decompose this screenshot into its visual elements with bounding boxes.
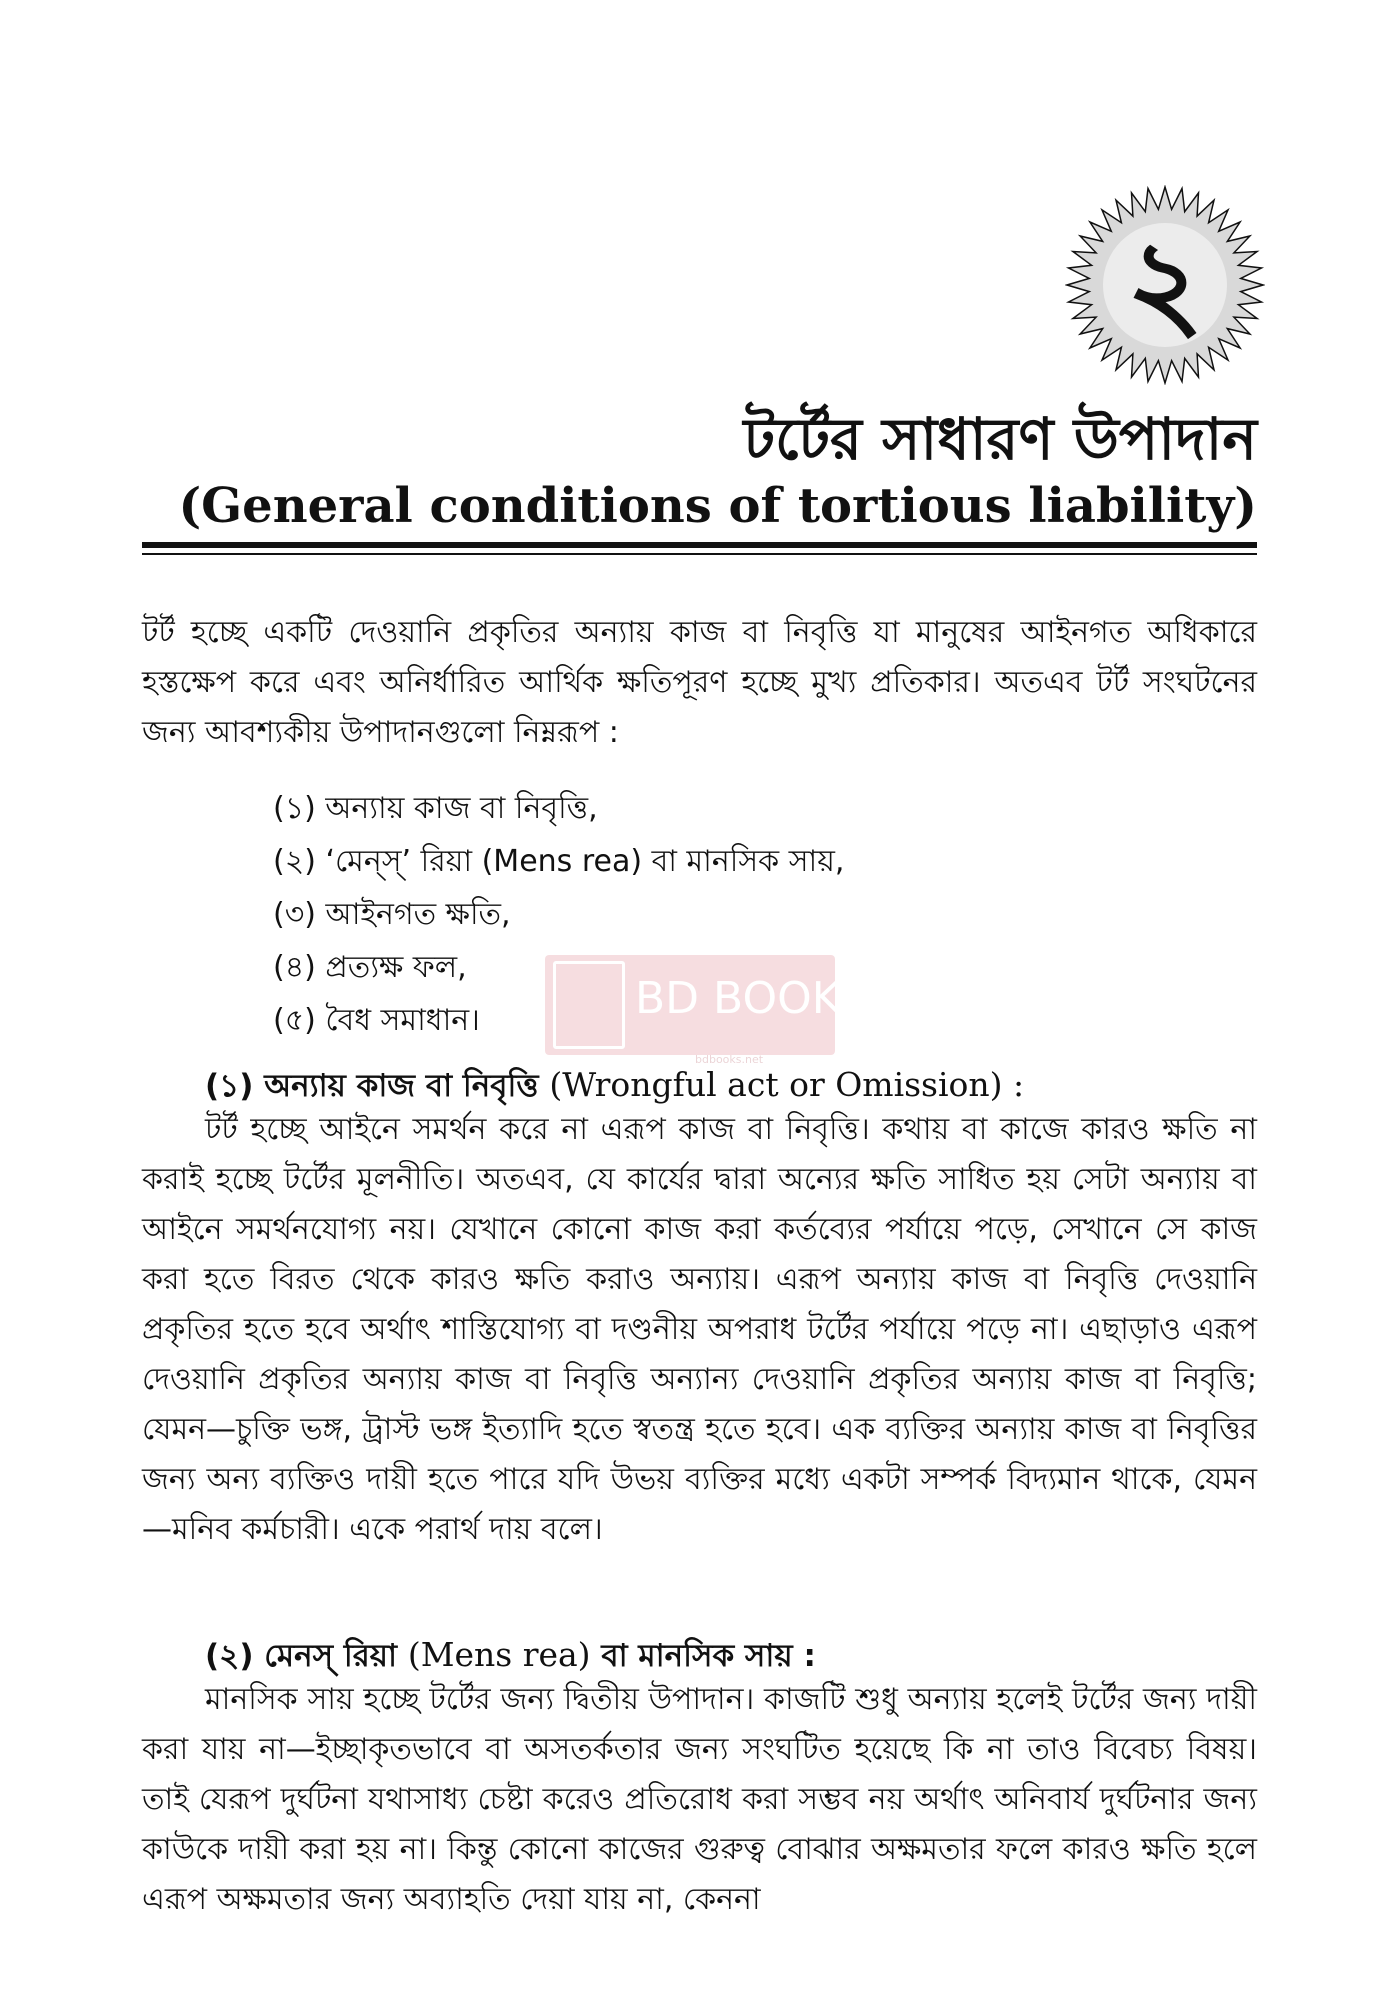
list-item: (৩) আইনগত ক্ষতি,: [273, 897, 511, 932]
chapter-title-english: (General conditions of tortious liability): [178, 478, 1257, 534]
watermark-box: [545, 955, 869, 1055]
section2-paragraph: মানসিক সায় হচ্ছে টর্টের জন্য দ্বিতীয় উপাদান। কাজটি শুধু অন্যায় হলেই টর্টের জন্য দায়ী করা যায় না—ইচ্ছাকৃতভাবে বা অসতর্কতার জন্য সংঘটিত হয়েছে কি না তাও বিবেচ্য বিষয়। তাই যেরূপ দুর্ঘটনা যথাসাধ্য চেষ্টা করেও প্রতিরোধ করা সম্ভব নয় অর্থাৎ অনিবার্য দুর্ঘটনার জন্য কাউকে দায়ী করা হয় না। কিন্তু কোনো কাজের গুরুত্ব বোঝার অক্ষমতার ফলে কারও ক্ষতি হলে এরূপ অক্ষমতার জন্য অব্যাহতি দেয়া যায় না, কেননা: [142, 1682, 1257, 1917]
watermark-text: BD BOOKS: [635, 973, 869, 1024]
chapter-title-bengali: টর্টের সাধারণ উপাদান: [743, 405, 1257, 473]
section2-heading-bengali-b: বা মানসিক সায় :: [601, 1638, 816, 1674]
watermark-url: bdbooks.net: [695, 1053, 764, 1066]
section2-heading-bengali-a: (২) মেনস্ রিয়া: [205, 1638, 398, 1674]
list-item: (২) ‘মেন্‌স্’ রিয়া (Mens rea) বা মানসিক সায়,: [273, 844, 845, 879]
section2-heading-english: (Mens rea): [407, 1635, 591, 1674]
section1-heading-english: (Wrongful act or Omission) :: [549, 1065, 1025, 1104]
section1-paragraph: টর্ট হচ্ছে আইনে সমর্থন করে না এরূপ কাজ বা নিবৃত্তি। কথায় বা কাজে কারও ক্ষতি না করাই হচ্ছে টর্টের মূলনীতি। অতএব, যে কার্যের দ্বারা অন্যের ক্ষতি সাধিত হয় সেটা অন্যায় বা আইনে সমর্থনযোগ্য নয়। যেখানে কোনো কাজ করা কর্তব্যের পর্যায়ে পড়ে, সেখানে সে কাজ করা হতে বিরত থেকে কারও ক্ষতি করাও অন্যায়। এরূপ অন্যায় কাজ বা নিবৃত্তি দেওয়ানি প্রকৃতির হতে হবে অর্থাৎ শাস্তিযোগ্য বা দণ্ডনীয় অপরাধ টর্টের পর্যায়ে পড়ে না। এছাড়াও এরূপ দেওয়ানি প্রকৃতির অন্যায় কাজ বা নিবৃত্তি অন্যান্য দেওয়ানি প্রকৃতির অন্যায় কাজ বা নিবৃত্তি; যেমন—চুক্তি ভঙ্গ, ট্রাস্ট ভঙ্গ ইত্যাদি হতে স্বতন্ত্র হতে হবে। এক ব্যক্তির অন্যায় কাজ বা নিবৃত্তির জন্য অন্য ব্যক্তিও দায়ী হতে পারে যদি উভয় ব্যক্তির মধ্যে একটা সম্পর্ক বিদ্যমান থাকে, যেমন—মনিব কর্মচারী। একে পরার্থ দায় বলে।: [142, 1112, 1257, 1547]
chapter-badge: [1065, 185, 1265, 385]
title-rule-thin: [142, 553, 1257, 555]
book-icon: [553, 961, 625, 1049]
chapter-number: ২: [1125, 215, 1205, 354]
list-item: (৪) প্রত্যক্ষ ফল,: [273, 950, 467, 985]
intro-paragraph: টর্ট হচ্ছে একটি দেওয়ানি প্রকৃতির অন্যায় কাজ বা নিবৃত্তি যা মানুষের আইনগত অধিকারে হস্তক্ষেপ করে এবং অনির্ধারিত আর্থিক ক্ষতিপূরণ হচ্ছে মুখ্য প্রতিকার। অতএব টর্ট সংঘটনের জন্য আবশ্যকীয় উপাদানগুলো নিম্নরূপ :: [142, 615, 1257, 750]
list-item: (১) অন্যায় কাজ বা নিবৃত্তি,: [273, 791, 598, 826]
watermark: [545, 955, 869, 1066]
list-item: (৫) বৈধ সমাধান।: [273, 1003, 480, 1038]
title-rule-thick: [142, 542, 1257, 548]
section1-heading-bengali: (১) অন্যায় কাজ বা নিবৃত্তি: [205, 1068, 539, 1104]
